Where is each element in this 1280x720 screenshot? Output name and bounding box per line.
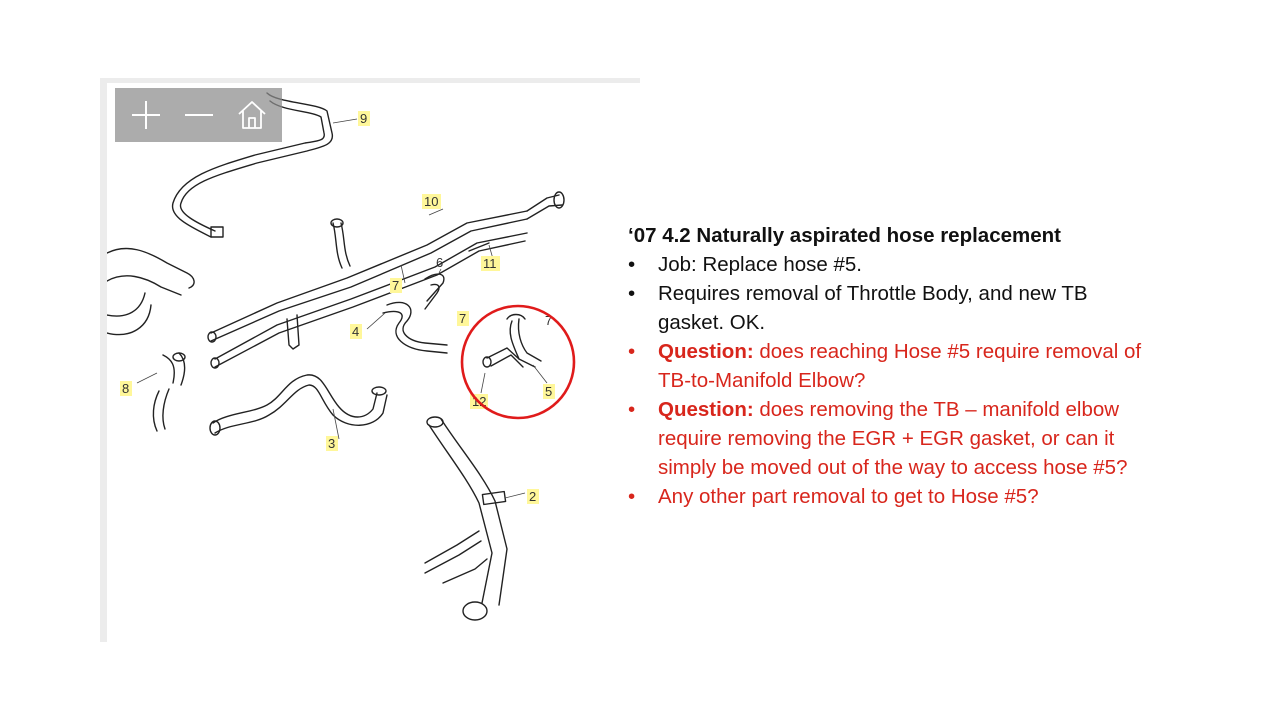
list-item-text: Job: Replace hose #5.	[658, 253, 862, 276]
list-item-text: Requires removal of Throttle Body, and new TB gasket. OK.	[658, 282, 1088, 334]
home-icon	[235, 98, 269, 132]
part-label-7b: 7	[459, 311, 467, 326]
notes-list	[628, 250, 1148, 511]
question-prefix: Question:	[658, 340, 754, 363]
hose-3	[213, 375, 377, 423]
minus-icon	[182, 98, 216, 132]
hose-8	[153, 391, 159, 431]
bullet: •	[628, 485, 636, 508]
list-item-text: does removing the TB – manifold elbow require removing the EGR + EGR gasket, or can it simply be moved out of the way to access hose #5?	[658, 398, 1128, 479]
list-item	[628, 279, 1148, 337]
home-button[interactable]	[232, 95, 272, 135]
hose-4	[387, 302, 447, 345]
part-label-5: 5	[545, 384, 553, 399]
notes-panel	[628, 221, 1148, 511]
diagram-viewer[interactable]	[100, 78, 640, 642]
part-label-9: 9	[360, 111, 368, 126]
list-item	[628, 250, 1148, 279]
bullet: •	[628, 340, 636, 363]
part-label-4: 4	[352, 324, 360, 339]
list-item	[628, 482, 1148, 511]
part-label-2: 2	[529, 489, 537, 504]
plus-icon	[129, 98, 163, 132]
hose-5	[510, 321, 535, 367]
bullet: •	[628, 282, 636, 305]
part-label-7a: 7	[392, 278, 400, 293]
list-item-text: Any other part removal to get to Hose #5?	[658, 485, 1039, 508]
bullet: •	[628, 253, 636, 276]
question-prefix: Question:	[658, 398, 754, 421]
notes-title: ‘07 4.2 Naturally aspirated hose replacement	[628, 224, 1061, 247]
part-label-12: 12	[472, 394, 487, 409]
list-item	[628, 395, 1148, 482]
list-item	[628, 337, 1148, 395]
part-label-3: 3	[328, 436, 336, 451]
part-label-10: 10	[424, 194, 439, 209]
list-item-text: does reaching Hose #5 require removal of TB-to-Manifold Elbow?	[658, 340, 1142, 392]
hose-parts-diagram	[107, 83, 640, 642]
bullet: •	[628, 398, 636, 421]
hose-2	[429, 425, 492, 603]
zoom-in-button[interactable]	[126, 95, 166, 135]
part-label-7c: 7	[545, 313, 553, 328]
zoom-out-button[interactable]	[179, 95, 219, 135]
part-label-6: 6	[436, 255, 444, 270]
part-label-8: 8	[122, 381, 130, 396]
viewer-toolbar	[115, 88, 282, 142]
part-label-11: 11	[483, 256, 497, 271]
